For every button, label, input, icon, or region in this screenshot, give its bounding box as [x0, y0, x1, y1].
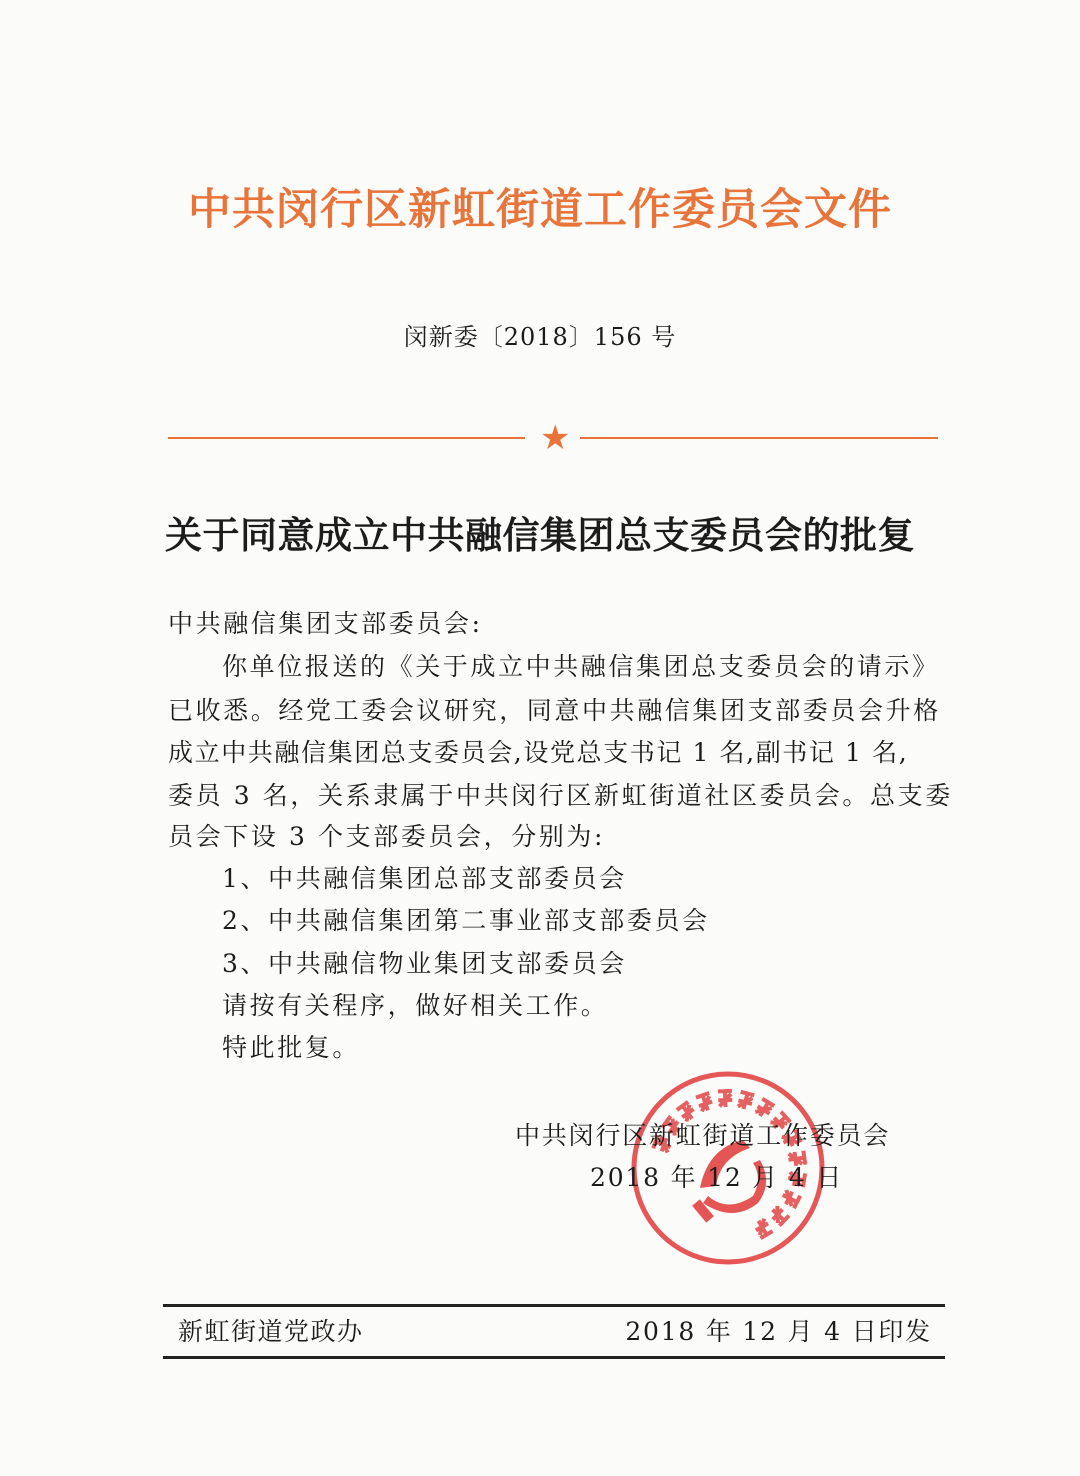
- issuer-title: 中共闵行区新虹街道工作委员会文件: [188, 185, 892, 235]
- signature: 中共闵行区新虹街道工作委员会: [515, 1121, 891, 1150]
- list-item: 1、中共融信集团总部支部委员会: [222, 864, 627, 893]
- footer-issue-date: 2018 年 12 月 4 日印发: [625, 1317, 932, 1346]
- header-divider-right: [580, 437, 938, 439]
- list-item: 2、中共融信集团第二事业部支部委员会: [222, 906, 710, 935]
- body-line: 已收悉。经党工委会议研究，同意中共融信集团支部委员会升格: [168, 696, 941, 725]
- document-title: 关于同意成立中共融信集团总支委员会的批复: [165, 513, 915, 557]
- footer-office: 新虹街道党政办: [178, 1317, 364, 1346]
- signature-date: 2018 年 12 月 4 日: [590, 1163, 844, 1192]
- body-line: 委员 3 名，关系隶属于中共闵行区新虹街道社区委员会。总支委: [168, 781, 953, 810]
- footer-rule-top: [163, 1304, 945, 1307]
- body-line: 员会下设 3 个支部委员会，分别为:: [168, 822, 606, 851]
- seal-glyph-mark: [754, 1097, 775, 1120]
- document-number: 闵新委〔2018〕156 号: [403, 323, 677, 351]
- star-icon: ★: [540, 418, 571, 458]
- seal-glyph-mark: [718, 1089, 733, 1108]
- seal-glyph-mark: [695, 1091, 714, 1113]
- seal-glyph-mark: [737, 1090, 755, 1111]
- header-divider-left: [168, 437, 525, 439]
- closing-line: 特此批复。: [222, 1033, 361, 1062]
- seal-glyph-mark: [752, 1217, 773, 1240]
- footer-rule-bottom: [163, 1356, 945, 1359]
- seal-glyph-mark: [768, 1205, 791, 1228]
- body-line: 你单位报送的《关于成立中共融信集团总支委员会的请示》: [222, 652, 940, 681]
- body-line: 成立中共融信集团总支委员会,设党总支书记 1 名,副书记 1 名,: [168, 738, 909, 767]
- addressee: 中共融信集团支部委员会:: [168, 609, 483, 638]
- list-item: 3、中共融信物业集团支部委员会: [222, 949, 627, 978]
- closing-line: 请按有关程序，做好相关工作。: [222, 991, 609, 1020]
